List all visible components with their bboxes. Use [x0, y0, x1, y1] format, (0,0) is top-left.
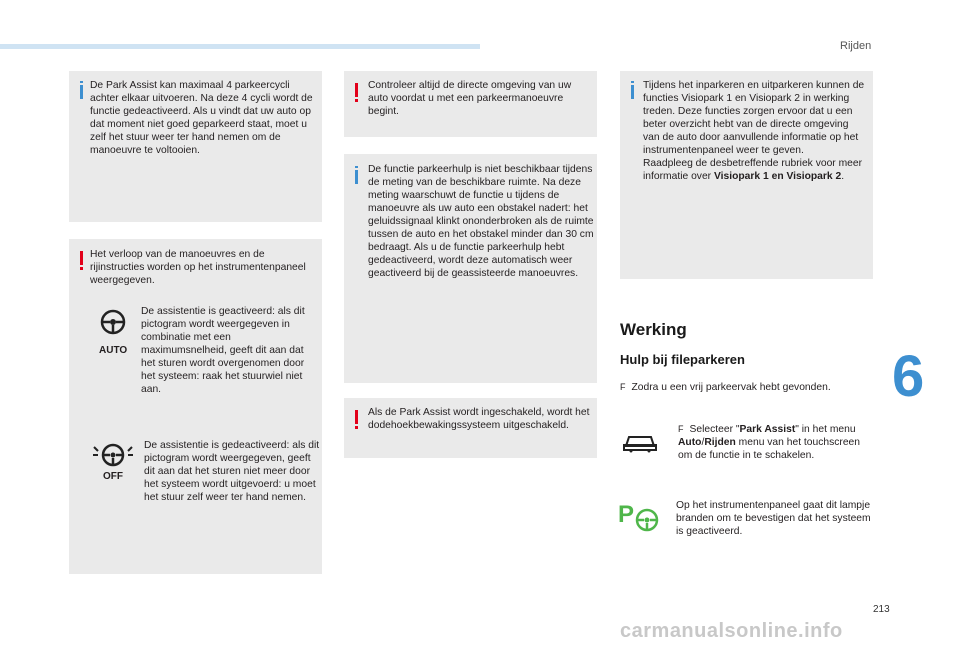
green-steering-icon	[634, 507, 660, 533]
off-description: De assistentie is gedeactiveerd: als dit pictogram wordt weergegeven, geeft dit aan dat het sturen niet meer door het systeem wordt uitgevoerd: u moet het stuur zelf weer ter hand nemen.	[144, 440, 320, 503]
visiopark-text: Tijdens het inparkeren en uitparkeren kunnen de functies Visiopark 1 en Visiopark 2 in werking treden. Deze functies zorgen ervoor dat u een beter overzicht hebt van de directe omgeving van de auto door aanvullende informatie op het instrumentenpaneel weer te geven.	[643, 80, 865, 156]
page-number: 213	[873, 604, 890, 615]
visiopark-ref-bold: Visiopark 1 en Visiopark 2	[713, 171, 842, 182]
step-select-park-assist	[678, 423, 870, 462]
warn-note-surroundings: Controleer altijd de directe omgeving van uw auto voordat u met een parkeermanoeuvre begint.	[368, 80, 572, 117]
section-title: Rijden	[840, 40, 872, 52]
warn-box-instructions	[69, 239, 322, 574]
step-find-space	[620, 381, 880, 394]
warn-box-surroundings	[344, 71, 597, 137]
info-icon	[631, 85, 634, 99]
off-label: OFF	[103, 471, 123, 482]
bullet-icon: F	[678, 424, 684, 434]
warning-icon	[355, 410, 358, 424]
auto-label: AUTO	[99, 345, 128, 356]
info-box-visiopark	[620, 71, 873, 279]
step2-text-b: " in het menu	[795, 424, 856, 435]
step-lamp-confirm: Op het instrumentenpaneel gaat dit lampje branden om te bevestigen dat het systeem is geactiveerd.	[676, 500, 871, 537]
step-find-space-text: Zodra u een vrij parkeervak hebt gevonden.	[631, 382, 831, 393]
visiopark-ref-end: .	[841, 171, 845, 182]
visiopark-ref-text: Raadpleeg de desbetreffende rubriek voor meer informatie over	[643, 158, 863, 182]
watermark: carmanualsonline.info	[620, 620, 843, 642]
bullet-icon: F	[620, 382, 626, 392]
auto-menu-label: Auto	[678, 437, 702, 448]
info-icon	[80, 85, 83, 99]
subheading-fileparkeren: Hulp bij fileparkeren	[620, 352, 745, 367]
auto-description: De assistentie is geactiveerd: als dit pictogram wordt weergegeven in combinatie met een maximumsnelheid, geeft dit aan dat het sturen wordt overgenomen door het systeem: raak het stuurwiel niet aan.	[141, 306, 305, 395]
info-box-max-cycles	[69, 71, 322, 222]
park-assist-label: Park Assist	[739, 424, 796, 435]
info-note-max-cycles: De Park Assist kan maximaal 4 parkeercycli achter elkaar uitvoeren. Na deze 4 cycli wordt de functie gedeactiveerd. Als u vindt dat uw auto op dat moment niet goed geparkeerd staat, moet u zelf het stuur weer ter hand nemen om de manoeuvre te voltooien.	[90, 80, 313, 156]
rijden-menu-label: Rijden	[704, 437, 736, 448]
info-note-visiopark	[643, 79, 867, 183]
info-note-parking-aid: De functie parkeerhulp is niet beschikbaar tijdens de meting van de beschikbare ruimte. Na deze meting waarschuwt de functie u tijdens de manoeuvre als uw auto een obstakel nadert: het geluidssignaal klinkt ononderbroken als de ruimte tussen de auto en het obstakel minder dan 30 cm bedraagt. Als u de functie parkeerhulp hebt gedeactiveerd, wordt deze automatisch weer geactiveerd bij de geassisteerde manoeuvres.	[368, 164, 594, 279]
header-bar	[0, 44, 480, 49]
warn-note-instructions: Het verloop van de manoeuvres en de rijinstructies worden op het instrumentenpaneel weergegeven.	[90, 249, 306, 286]
chapter-number: 6	[892, 344, 925, 409]
info-icon	[355, 170, 358, 184]
warning-icon	[355, 83, 358, 97]
steering-off-icon	[91, 441, 135, 471]
car-icon	[622, 430, 658, 454]
step2-text-slash: /	[701, 437, 705, 448]
step2-text-a: Selecteer "	[689, 424, 740, 435]
warning-icon	[80, 251, 83, 265]
warn-note-blindspot: Als de Park Assist wordt ingeschakeld, wordt het dodehoekbewakingssysteem uitgeschakeld.	[368, 407, 590, 431]
info-box-parking-aid	[344, 154, 597, 383]
park-assist-lamp-icon	[618, 503, 662, 533]
heading-werking: Werking	[620, 320, 687, 339]
step2-text-d: menu van het touchscreen om de functie in te schakelen.	[678, 437, 861, 461]
p-letter: P	[618, 501, 635, 528]
warn-box-blindspot	[344, 398, 597, 458]
